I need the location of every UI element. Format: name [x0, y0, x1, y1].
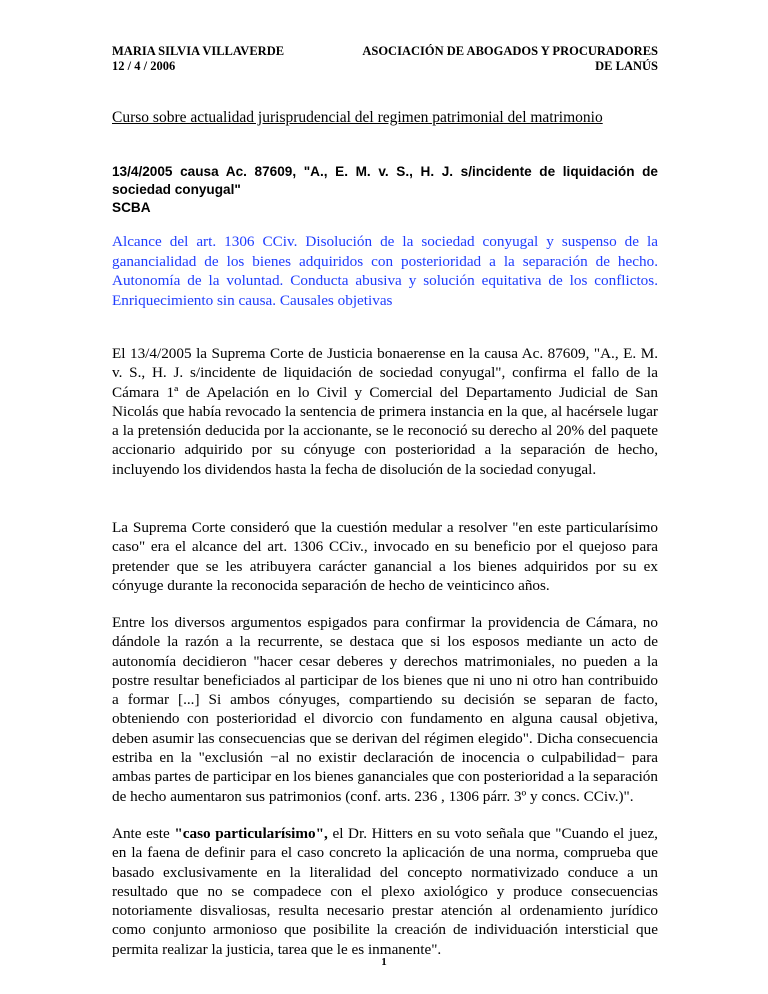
header-date: 12 / 4 / 2006 — [112, 59, 176, 73]
header-right — [362, 44, 658, 74]
paragraph-4-text: el Dr. Hitters en su voto señala que "Cuando el juez, en la faena de definir para el caso concreto la aplicación de una norma, comprueba que basado exclusivamente en la literalidad del concepto normativizado conduce a un resultado que no se compadece con el plexo axiológico y produce consecuencias notoriamente disvaliosas, resulta necesario prestar atención al ordenamiento jurídico como conjunto armonioso que posibilite la creación de individuación intersticial que permita realizar la justicia, tarea que le es inmanente". — [112, 825, 658, 958]
case-court: SCBA — [112, 200, 151, 215]
case-citation: 13/4/2005 causa Ac. 87609, "A., E. M. v. S., H. J. s/incidente de liquidación de sociedad conyugal" — [112, 164, 658, 197]
header-left — [112, 44, 284, 74]
body-paragraph-2: La Suprema Corte consideró que la cuestión medular a resolver "en este particularísimo caso" era el alcance del art. 1306 CCiv., invocado en su beneficio por el quejoso para pretender que se les atribuyera carácter ganancial a los bienes adquiridos por su ex cónyuge durante la reconocida separación de hecho de veinticinco años. — [112, 519, 658, 594]
organization-name: ASOCIACIÓN DE ABOGADOS Y PROCURADORES — [362, 44, 658, 58]
course-title: Curso sobre actualidad jurisprudencial del regimen patrimonial del matrimonio — [112, 109, 603, 126]
case-heading — [112, 163, 658, 217]
body-paragraph-1: El 13/4/2005 la Suprema Corte de Justicia bonaerense en la causa Ac. 87609, "A., E. M. v. S., H. J. s/incidente de liquidación de sociedad conyugal", confirma el fallo de la Cámara 1ª de Apelación en lo Civil y Comercial del Departamento Judicial de San Nicolás que había revocado la sentencia de primera instancia en la que, al hacérsele lugar a la pretensión deducida por la accionante, se le reconoció su derecho al 20% del paquete accionario adquirido por su cónyuge con posterioridad a la separación de hecho, incluyendo los dividendos hasta la fecha de disolución de la sociedad conyugal. — [112, 345, 658, 478]
page-number: 1 — [381, 956, 387, 968]
body-paragraph-4 — [112, 824, 658, 959]
case-summary: Alcance del art. 1306 CCiv. Disolución de la sociedad conyugal y suspenso de la ganancialidad de los bienes adquiridos con posterioridad a la separación de hecho. Autonomía de la voluntad. Conducta abusiva y solución equitativa de los conflictos. Enriquecimiento sin causa. Causales objetivas — [112, 233, 658, 309]
body-paragraph-3: Entre los diversos argumentos espigados para confirmar la providencia de Cámara, no dándole la razón a la recurrente, se destaca que si los esposos mediante un acto de autonomía decidieron "hacer cesar deberes y derechos matrimoniales, no pueden a la postre resultar beneficiados al participar de los bienes que ni uno ni otro han contribuido a formar [...] Si ambos cónyuges, compartiendo su decisión se separan de facto, obteniendo con posterioridad el divorcio con fundamento en alguna causal objetiva, deben asumir las consecuencias que se derivan del régimen elegido". Dicha consecuencia estriba en la "exclusión −al no existir declaración de inocencia o culpabilidad− para ambas partes de participar en los bienes gananciales que con posterioridad a la separación de hecho aumentaron sus patrimonios (conf. arts. 236 , 1306 párr. 3º y concs. CCiv.)". — [112, 614, 658, 805]
organization-location: DE LANÚS — [595, 59, 658, 73]
paragraph-4-bold-quote: "caso particularísimo", — [174, 825, 328, 842]
paragraph-4-lead: Ante este — [112, 825, 175, 842]
author-name: MARIA SILVIA VILLAVERDE — [112, 44, 285, 58]
